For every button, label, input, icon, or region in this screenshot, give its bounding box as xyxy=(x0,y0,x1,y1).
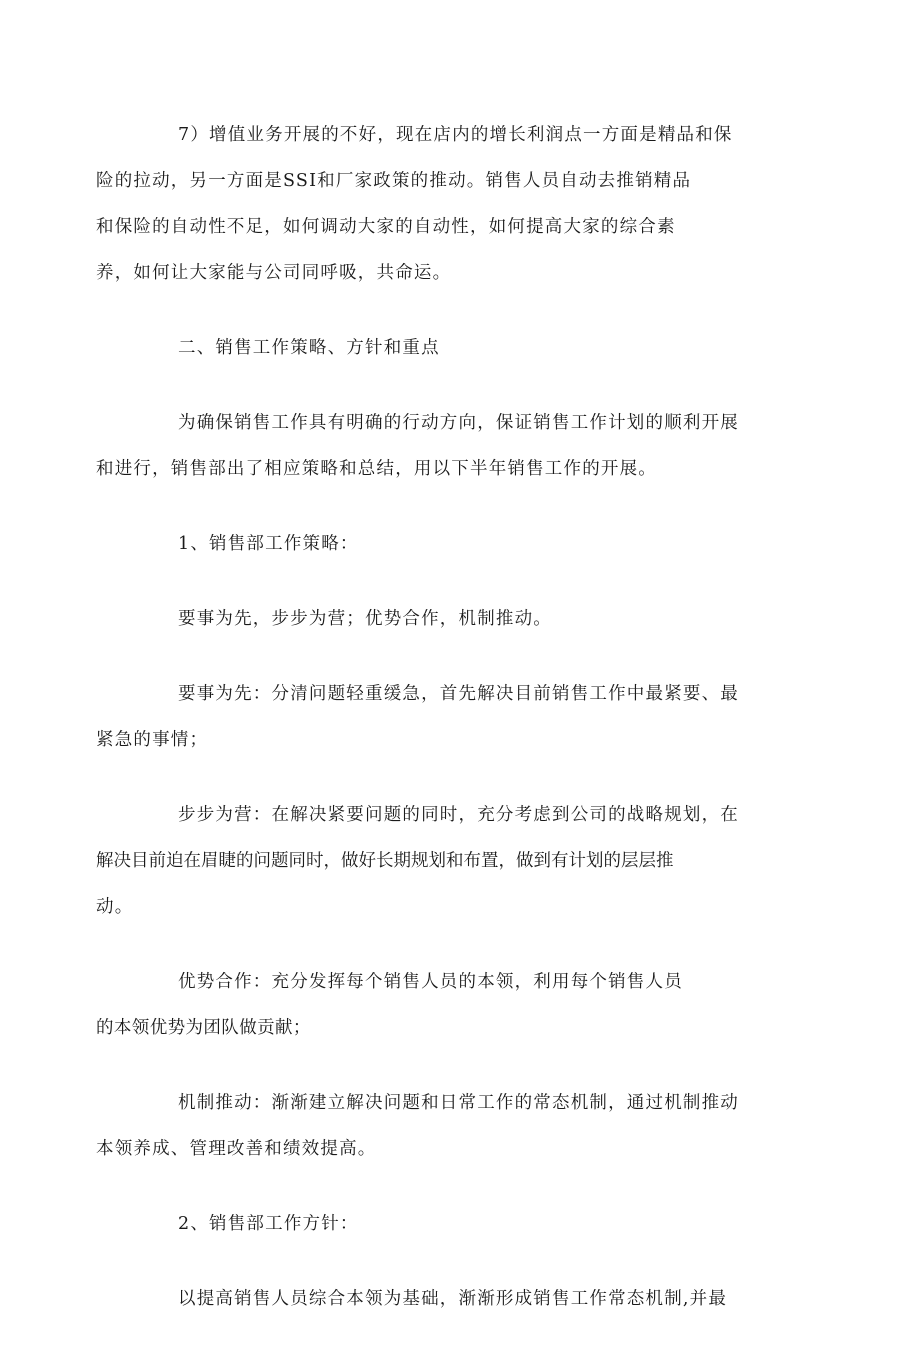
subheading-work-policy xyxy=(137,1201,792,1247)
text-line: 以提高销售人员综合本领为基础，渐渐形成销售工作常态机制,并最 xyxy=(178,1289,728,1309)
text-line: 本领养成、管理改善和绩效提高。 xyxy=(96,1139,377,1159)
paragraph-advantage-cooperation xyxy=(96,959,792,1051)
heading-text: 1、销售部工作策略： xyxy=(178,534,359,554)
heading-text: 2、销售部工作方针： xyxy=(178,1214,359,1234)
text-line: 养，如何让大家能与公司同呼吸，共命运。 xyxy=(96,263,452,283)
text-line: 步步为营：在解决紧要问题的同时，充分考虑到公司的战略规划，在 xyxy=(178,805,739,825)
text-line: 紧急的事情； xyxy=(96,730,209,750)
paragraph-priority-first xyxy=(96,671,792,763)
paragraph-mechanism-drive xyxy=(96,1080,792,1172)
paragraph-step-by-step xyxy=(96,792,792,930)
text-line: 要事为先：分清问题轻重缓急，首先解决目前销售工作中最紧要、最 xyxy=(178,684,739,704)
text-line: 优势合作：充分发挥每个销售人员的本领，利用每个销售人员 xyxy=(178,972,683,992)
text-line: 7）增值业务开展的不好，现在店内的增长利润点一方面是精品和保 xyxy=(178,125,733,145)
section-heading-strategy xyxy=(137,325,792,371)
paragraph-work-policy xyxy=(137,1276,792,1322)
heading-text: 二、销售工作策略、方针和重点 xyxy=(178,338,440,358)
text-line: 机制推动：渐渐建立解决问题和日常工作的常态机制，通过机制推动 xyxy=(178,1093,739,1113)
subheading-work-strategy xyxy=(137,521,792,567)
text-line: 要事为先，步步为营；优势合作，机制推动。 xyxy=(178,609,552,629)
text-line: 的本领优势为团队做贡献； xyxy=(96,1018,311,1038)
text-line: 解决目前迫在眉睫的问题同时，做好长期规划和布置，做到有计划的层层推 xyxy=(96,851,674,871)
paragraph-strategy-summary xyxy=(137,596,792,642)
document-body xyxy=(96,112,792,1351)
text-line: 动。 xyxy=(96,897,134,917)
text-line: 和进行，销售部出了相应策略和总结，用以下半年销售工作的开展。 xyxy=(96,459,657,479)
text-line: 和保险的自动性不足，如何调动大家的自动性，如何提高大家的综合素 xyxy=(96,217,676,237)
paragraph-strategy-intro xyxy=(96,400,792,492)
text-line: 为确保销售工作具有明确的行动方向，保证销售工作计划的顺利开展 xyxy=(178,413,739,433)
paragraph-value-added-business xyxy=(96,112,792,296)
text-line: 险的拉动，另一方面是SSI和厂家政策的推动。销售人员自动去推销精品 xyxy=(96,171,692,191)
